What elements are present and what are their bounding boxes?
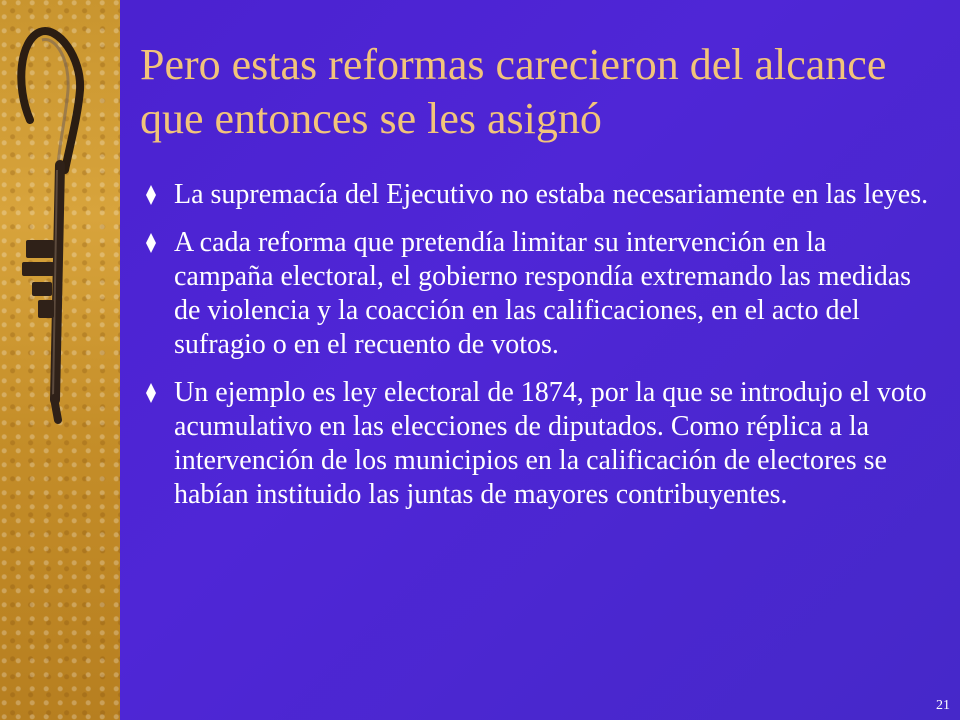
side-image-panel bbox=[0, 0, 120, 720]
diamond-bullet-icon bbox=[144, 229, 158, 257]
bullet-item bbox=[140, 178, 930, 212]
bullet-text: La supremacía del Ejecutivo no estaba necesariamente en las leyes. bbox=[174, 179, 929, 210]
slide-number: 21 bbox=[936, 698, 950, 713]
bullet-text: Un ejemplo es ley electoral de 1874, por la que se introdujo el voto acumulativo en las elecciones de diputados. Como réplica a la intervención de los municipios en la calificación de electores se habían instituido las juntas de mayores contribuyentes. bbox=[174, 377, 927, 510]
bullet-item bbox=[140, 226, 930, 362]
slide-content bbox=[120, 0, 960, 720]
bullet-list bbox=[140, 178, 930, 526]
old-key-icon bbox=[0, 0, 120, 720]
bullet-item bbox=[140, 376, 930, 512]
bullet-text: A cada reforma que pretendía limitar su intervención en la campaña electoral, el gobierno respondía extremando las medidas de violencia y la coacción en las calificaciones, en el acto del sufragio o en el recuento de votos. bbox=[174, 227, 912, 360]
slide-title: Pero estas reformas carecieron del alcance que entonces se les asignó bbox=[140, 40, 887, 143]
diamond-bullet-icon bbox=[144, 379, 158, 407]
diamond-bullet-icon bbox=[144, 181, 158, 209]
